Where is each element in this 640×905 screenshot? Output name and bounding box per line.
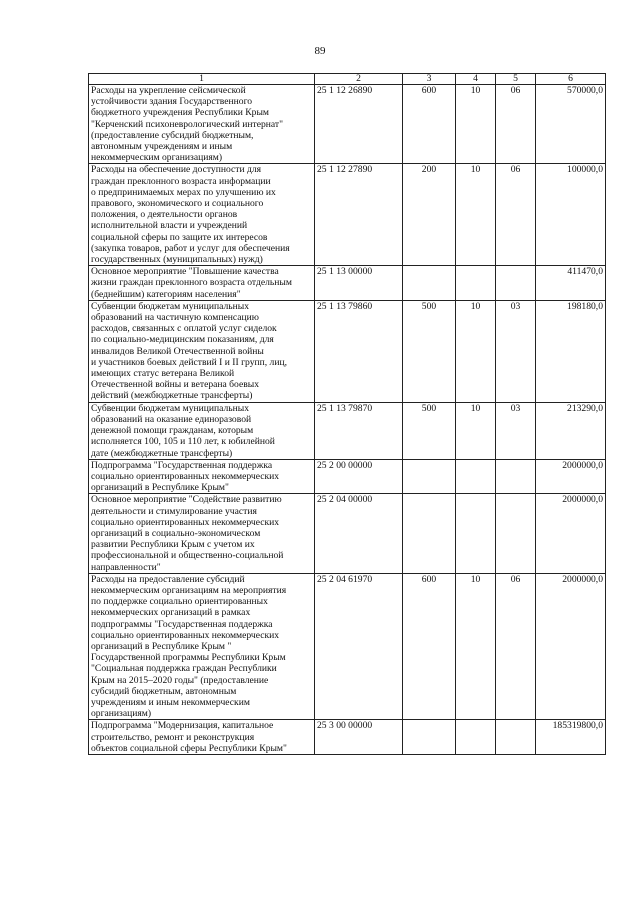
subsection-code [496, 266, 536, 301]
page-number: 89 [314, 45, 326, 57]
expense-type: 500 [403, 402, 456, 459]
expense-type [403, 266, 456, 301]
section-code: 10 [456, 402, 496, 459]
subsection-code [496, 459, 536, 494]
budget-table [88, 73, 606, 755]
row-description: Подпрограмма "Государственная поддержка социально ориентированных некоммерческих организаций в Республике Крым" [89, 459, 315, 494]
column-header: 4 [456, 74, 496, 85]
expense-type [403, 459, 456, 494]
target-article-code: 25 2 04 00000 [315, 494, 403, 573]
row-description: Подпрограмма "Модернизация, капитальное строительство, ремонт и реконструкция объектов социальной сферы Республики Крым" [89, 720, 315, 755]
section-code: 10 [456, 85, 496, 164]
column-header: 3 [403, 74, 456, 85]
table-row [89, 573, 606, 720]
amount-value: 570000,0 [536, 85, 606, 164]
subsection-code [496, 494, 536, 573]
section-code [456, 494, 496, 573]
subsection-code: 03 [496, 402, 536, 459]
amount-value: 411470,0 [536, 266, 606, 301]
expense-type [403, 494, 456, 573]
target-article-code: 25 1 13 79860 [315, 300, 403, 402]
row-description: Основное мероприятие "Повышение качества жизни граждан преклонного возраста отдельным (беднейшим) категориям населения" [89, 266, 315, 301]
row-description: Субвенции бюджетам муниципальных образований на частичную компенсацию расходов, связанных с оплатой услуг сиделок по социально-медицинским показаниям, для инвалидов Великой Отечественной войны и участников боевых действий I и II групп, лиц, имеющих статус ветерана Великой Отечественной войны и ветерана боевых действий (межбюджетные трансферты) [89, 300, 315, 402]
target-article-code: 25 1 13 00000 [315, 266, 403, 301]
amount-value: 2000000,0 [536, 573, 606, 720]
table-row [89, 402, 606, 459]
table-row [89, 494, 606, 573]
target-article-code: 25 2 04 61970 [315, 573, 403, 720]
row-description: Расходы на обеспечение доступности для граждан преклонного возраста информации о предпринимаемых мерах по улучшению их правового, экономического и социального положения, о деятельности органов исполнительной власти и учреждений социальной сферы по защите их интересов (закупка товаров, работ и услуг для обеспечения государственных (муниципальных) нужд) [89, 164, 315, 266]
table-row [89, 300, 606, 402]
section-code [456, 720, 496, 755]
table-row [89, 85, 606, 164]
subsection-code: 06 [496, 164, 536, 266]
expense-type: 500 [403, 300, 456, 402]
subsection-code: 06 [496, 573, 536, 720]
target-article-code: 25 1 12 27890 [315, 164, 403, 266]
amount-value: 100000,0 [536, 164, 606, 266]
subsection-code: 06 [496, 85, 536, 164]
row-description: Основное мероприятие "Содействие развитию деятельности и стимулирование участия социально ориентированных некоммерческих организаций в социально-экономическом развитии Республики Крым с учетом их профессиональной и общественно-социальной направленности" [89, 494, 315, 573]
column-header: 6 [536, 74, 606, 85]
section-code [456, 266, 496, 301]
table-row [89, 266, 606, 301]
target-article-code: 25 3 00 00000 [315, 720, 403, 755]
amount-value: 185319800,0 [536, 720, 606, 755]
table-row [89, 164, 606, 266]
section-code [456, 459, 496, 494]
expense-type: 600 [403, 573, 456, 720]
section-code: 10 [456, 164, 496, 266]
target-article-code: 25 1 13 79870 [315, 402, 403, 459]
row-description: Субвенции бюджетам муниципальных образований на оказание единоразовой денежной помощи гражданам, которым исполняется 100, 105 и 110 лет, к юбилейной дате (межбюджетные трансферты) [89, 402, 315, 459]
column-header: 1 [89, 74, 315, 85]
row-description: Расходы на укрепление сейсмической устойчивости здания Государственного бюджетного учреждения Республики Крым "Керченский психоневрологический интернат" (предоставление субсидий бюджетным, автономным учреждениям и иным некоммерческим организациям) [89, 85, 315, 164]
target-article-code: 25 2 00 00000 [315, 459, 403, 494]
section-code: 10 [456, 300, 496, 402]
column-header: 2 [315, 74, 403, 85]
subsection-code [496, 720, 536, 755]
amount-value: 2000000,0 [536, 494, 606, 573]
subsection-code: 03 [496, 300, 536, 402]
expense-type [403, 720, 456, 755]
expense-type: 200 [403, 164, 456, 266]
amount-value: 198180,0 [536, 300, 606, 402]
target-article-code: 25 1 12 26890 [315, 85, 403, 164]
amount-value: 213290,0 [536, 402, 606, 459]
table-row [89, 720, 606, 755]
table-row [89, 459, 606, 494]
column-header: 5 [496, 74, 536, 85]
table-header-row [89, 74, 606, 85]
expense-type: 600 [403, 85, 456, 164]
amount-value: 2000000,0 [536, 459, 606, 494]
row-description: Расходы на предоставление субсидий некоммерческим организациям на мероприятия по поддержке социально ориентированных некоммерческих организаций в рамках подпрограммы "Государственная поддержка социально ориентированных некоммерческих организаций в Республике Крым " Государственной программы Республики Крым "Социальная поддержка граждан Республики Крым на 2015–2020 годы" (предоставление субсидий бюджетным, автономным учреждениям и иным некоммерческим организациям) [89, 573, 315, 720]
section-code: 10 [456, 573, 496, 720]
